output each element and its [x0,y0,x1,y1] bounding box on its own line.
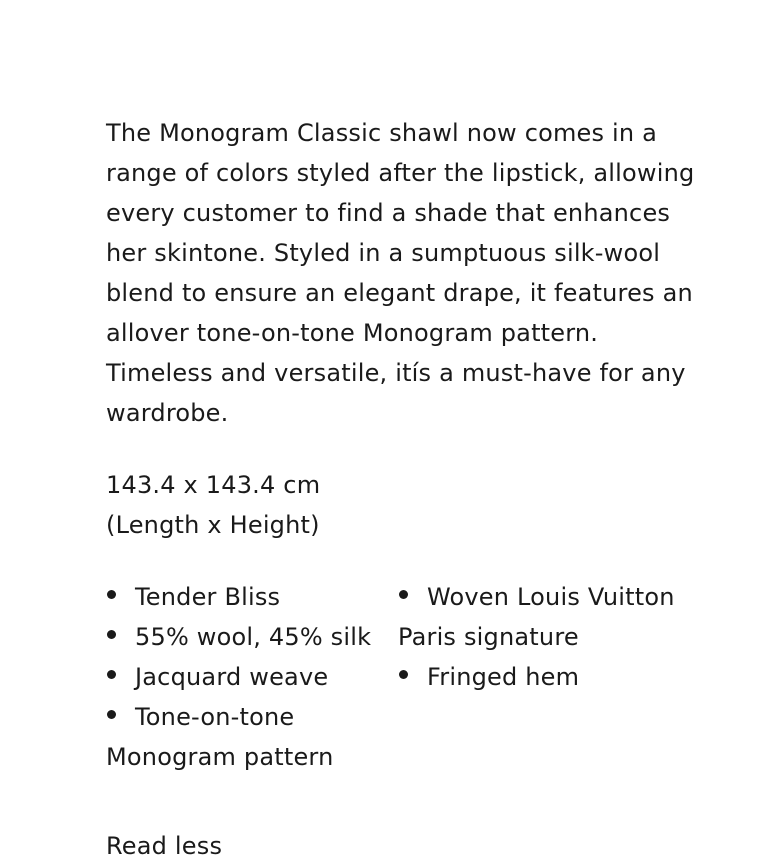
dimensions-value: 143.4 x 143.4 cm [106,471,321,499]
read-less-link[interactable]: Read less [106,832,223,860]
bullet-icon [399,670,408,679]
bullet-icon [107,670,116,679]
product-description: The Monogram Classic shawl now comes in a range of colors styled after the lipstick, allowing every customer to find a shade that enhances her skintone. Styled in a sumptuous silk-wool blend to ensure an elegant drape, it features an allover tone-on-tone Monogram pattern. Timeless and versatile, itís a must-have for any wardrobe. [106,119,695,427]
bullet-icon [107,590,116,599]
product-dimensions [106,465,706,545]
bullet-icon [107,630,116,639]
feature-item: Fringed hem [398,657,698,697]
dimensions-label: (Length x Height) [106,511,320,539]
product-details [106,113,706,797]
feature-item: Jacquard weave [106,657,396,697]
feature-item: Tone-on-tone Monogram pattern [106,703,334,771]
bullet-icon [399,590,408,599]
bullet-icon [107,710,116,719]
feature-list [106,577,706,797]
feature-column-left [106,577,396,777]
feature-item: Woven Louis Vuitton Paris signature [398,583,675,651]
feature-column-right [398,577,698,697]
feature-item: Tender Bliss [106,577,396,617]
feature-item: 55% wool, 45% silk [106,617,396,657]
